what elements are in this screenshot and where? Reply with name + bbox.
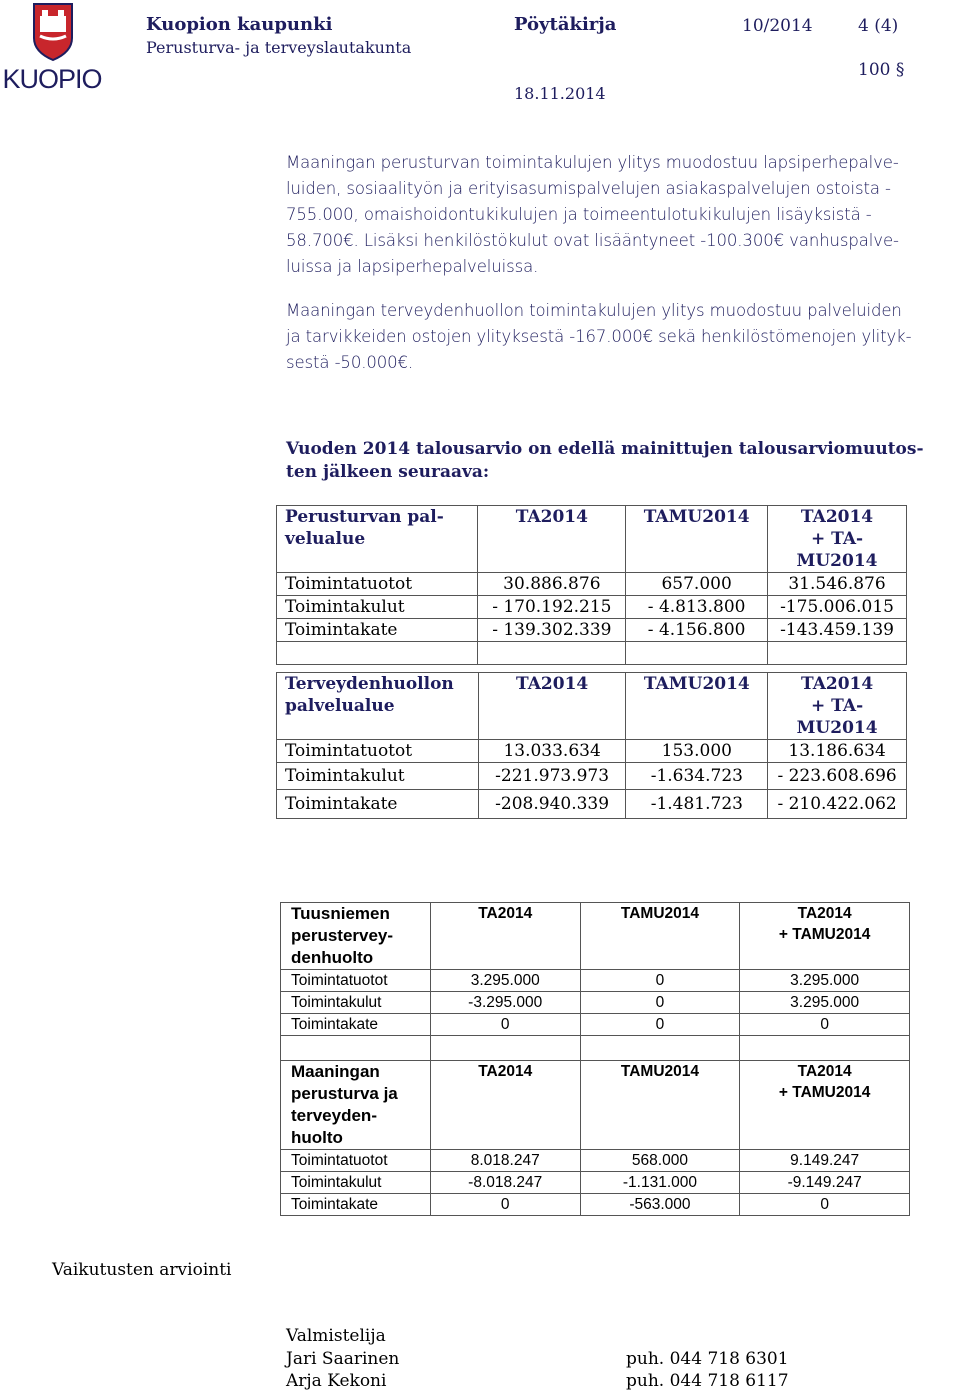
table-perusturva <box>276 505 907 665</box>
cell: 0 <box>430 1194 580 1216</box>
column-header: TA2014 + TA- MU2014 <box>768 673 907 740</box>
preparer-name: Arja Kekoni <box>286 1371 387 1391</box>
cell: -175.006.015 <box>768 596 907 619</box>
board-name: Perusturva- ja terveyslautakunta <box>146 38 412 57</box>
cell: 0 <box>740 1014 910 1036</box>
cell: 13.033.634 <box>478 740 626 763</box>
column-header: TA2014 + TA- MU2014 <box>768 506 907 573</box>
column-header: TA2014 <box>478 506 626 573</box>
table-tuusniemi <box>280 902 910 1216</box>
cell: 30.886.876 <box>478 573 626 596</box>
row-label: Toimintatuotot <box>281 1150 431 1172</box>
heading-line: Vuoden 2014 talousarvio on edellä mainittujen talousarviomuutos- <box>286 439 924 459</box>
row-label: Toimintatuotot <box>281 970 431 992</box>
cell: -221.973.973 <box>478 763 626 790</box>
row-label: Toimintakulut <box>281 1172 431 1194</box>
cell: - 139.302.339 <box>478 619 626 642</box>
row-label: Toimintakulut <box>277 596 478 619</box>
budget-heading <box>286 438 960 484</box>
cell: -208.940.339 <box>478 790 626 819</box>
row-label: Toimintakulut <box>281 992 431 1014</box>
text-line: ja tarvikkeiden ostojen ylityksestä -167.000€ sekä henkilöstömenojen ylityk- <box>286 327 912 346</box>
table-row <box>277 763 907 790</box>
meeting-date: 18.11.2014 <box>514 84 606 103</box>
svg-text:KUOPIO: KUOPIO <box>2 64 102 94</box>
text-line: Maaningan terveydenhuollon toimintakulujen ylitys muodostuu palveluiden <box>286 301 902 320</box>
text-line: luissa ja lapsiperhepalveluissa. <box>286 257 539 276</box>
row-label: Toimintakate <box>277 790 479 819</box>
cell: 0 <box>430 1014 580 1036</box>
doc-type: Pöytäkirja <box>514 14 617 35</box>
table-row <box>277 573 907 596</box>
table-row <box>281 970 910 992</box>
text-line: 755.000, omaishoidontukikulujen ja toimeentulotukikulujen lisäyksistä - <box>286 205 872 224</box>
cell: 8.018.247 <box>430 1150 580 1172</box>
table-header-row <box>281 903 910 970</box>
section-number: 100 § <box>858 60 905 80</box>
table-row <box>277 619 907 642</box>
cell: 3.295.000 <box>740 992 910 1014</box>
cell: 0 <box>580 1014 740 1036</box>
cell: 0 <box>740 1194 910 1216</box>
column-header: TAMU2014 <box>580 1061 740 1150</box>
preparer-label: Valmistelija <box>286 1326 386 1346</box>
paragraph-terveydenhuolto <box>286 298 946 376</box>
cell: 0 <box>580 970 740 992</box>
table-terveydenhuolto <box>276 672 907 819</box>
cell: -143.459.139 <box>768 619 907 642</box>
text-line: 58.700€. Lisäksi henkilöstökulut ovat lisääntyneet -100.300€ vanhuspalve- <box>286 231 899 250</box>
coat-of-arms-icon <box>34 4 72 60</box>
cell: -9.149.247 <box>740 1172 910 1194</box>
page-number: 4 (4) <box>858 16 899 36</box>
cell: - 223.608.696 <box>768 763 907 790</box>
cell: 31.546.876 <box>768 573 907 596</box>
column-header: TA2014 <box>430 1061 580 1150</box>
cell: 13.186.634 <box>768 740 907 763</box>
row-label: Toimintatuotot <box>277 573 478 596</box>
row-label: Toimintakulut <box>277 763 479 790</box>
cell: 3.295.000 <box>740 970 910 992</box>
table-row <box>281 1172 910 1194</box>
cell: - 4.813.800 <box>626 596 768 619</box>
column-header: TAMU2014 <box>626 673 768 740</box>
cell: 657.000 <box>626 573 768 596</box>
cell: 568.000 <box>580 1150 740 1172</box>
cell: - 4.156.800 <box>626 619 768 642</box>
text-line: Maaningan perusturvan toimintakulujen ylitys muodostuu lapsiperhepalve- <box>286 153 899 172</box>
text-line: sestä -50.000€. <box>286 353 414 372</box>
kuopio-logo <box>2 2 102 94</box>
table-row <box>277 790 907 819</box>
cell: 9.149.247 <box>740 1150 910 1172</box>
row-label: Toimintakate <box>277 619 478 642</box>
table-row <box>277 740 907 763</box>
preparer-name: Jari Saarinen <box>286 1349 400 1369</box>
row-label: Toimintakate <box>281 1014 431 1036</box>
column-header: TA2014 <box>478 673 626 740</box>
paragraph-perusturva <box>286 150 946 280</box>
column-header: TA2014 + TAMU2014 <box>740 903 910 970</box>
table-title: Maaningan perusturva ja terveyden- huolto <box>281 1061 431 1150</box>
cell: 153.000 <box>626 740 768 763</box>
cell: -3.295.000 <box>430 992 580 1014</box>
table-row <box>281 1150 910 1172</box>
column-header: TA2014 + TAMU2014 <box>740 1061 910 1150</box>
table-row <box>281 992 910 1014</box>
cell: - 170.192.215 <box>478 596 626 619</box>
column-header: TAMU2014 <box>580 903 740 970</box>
column-header: TA2014 <box>430 903 580 970</box>
table-row <box>281 1194 910 1216</box>
row-label: Toimintakate <box>281 1194 431 1216</box>
doc-number: 10/2014 <box>742 16 813 36</box>
preparer-phone: puh. 044 718 6117 <box>626 1371 789 1391</box>
impact-assessment-label: Vaikutusten arviointi <box>52 1260 232 1280</box>
cell: -8.018.247 <box>430 1172 580 1194</box>
cell: - 210.422.062 <box>768 790 907 819</box>
cell: -563.000 <box>580 1194 740 1216</box>
table-header-row <box>277 673 907 740</box>
table-row-empty <box>281 1036 910 1061</box>
table-row <box>281 1014 910 1036</box>
table-row <box>277 596 907 619</box>
column-header: TAMU2014 <box>626 506 768 573</box>
cell: -1.131.000 <box>580 1172 740 1194</box>
row-label: Toimintatuotot <box>277 740 479 763</box>
cell: -1.481.723 <box>626 790 768 819</box>
heading-line: ten jälkeen seuraava: <box>286 462 490 482</box>
preparer-phone: puh. 044 718 6301 <box>626 1349 789 1369</box>
table-row-empty <box>277 642 907 665</box>
table-title: Perusturvan pal- velualue <box>277 506 478 573</box>
cell: 0 <box>580 992 740 1014</box>
table-header-row <box>281 1061 910 1150</box>
table-title: Terveydenhuollon palvelualue <box>277 673 479 740</box>
cell: -1.634.723 <box>626 763 768 790</box>
cell: 3.295.000 <box>430 970 580 992</box>
text-line: luiden, sosiaalityön ja erityisasumispalvelujen asiakaspalvelujen ostoista - <box>286 179 891 198</box>
org-name: Kuopion kaupunki <box>146 14 333 35</box>
table-title: Tuusniemen perustervey- denhuolto <box>281 903 431 970</box>
table-header-row <box>277 506 907 573</box>
